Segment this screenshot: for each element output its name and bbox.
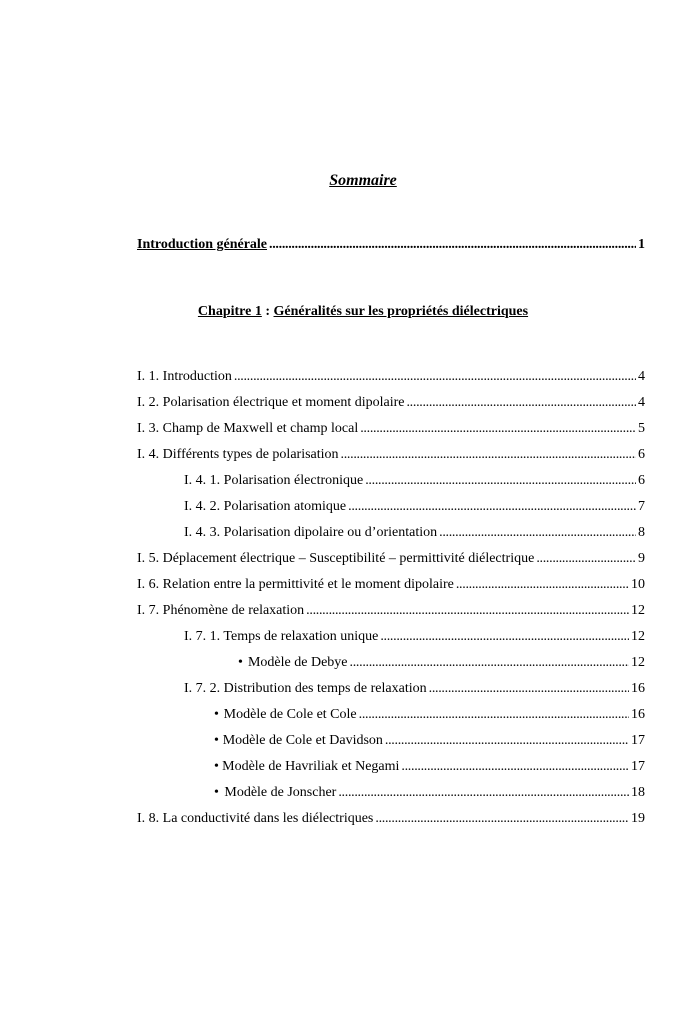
toc-entry[interactable] bbox=[137, 446, 645, 463]
toc-label: I. 3. Champ de Maxwell et champ local bbox=[137, 421, 359, 436]
page-title: Sommaire bbox=[329, 172, 397, 189]
toc-page: 8 bbox=[638, 525, 645, 540]
leader-dots bbox=[350, 654, 629, 671]
toc-entry[interactable] bbox=[137, 576, 645, 593]
toc-entry[interactable] bbox=[214, 732, 645, 749]
toc-label: I. 2. Polarisation électrique et moment dipolaire bbox=[137, 395, 405, 410]
toc-entry[interactable] bbox=[184, 498, 645, 515]
toc-entry[interactable] bbox=[137, 550, 645, 567]
toc-label: I. 4. 3. Polarisation dipolaire ou d’orientation bbox=[184, 525, 438, 540]
toc-entry[interactable] bbox=[137, 368, 645, 385]
bullet-icon: • bbox=[214, 785, 219, 800]
toc-label: Modèle de Jonscher bbox=[224, 785, 337, 800]
toc-entry[interactable] bbox=[238, 654, 645, 671]
toc-entry[interactable] bbox=[184, 524, 645, 541]
chapter-separator: : bbox=[261, 304, 274, 319]
toc-page: 12 bbox=[631, 655, 645, 670]
toc-label: Modèle de Debye bbox=[247, 655, 348, 670]
toc-page: 7 bbox=[638, 499, 645, 514]
toc-entry[interactable] bbox=[214, 784, 645, 801]
leader-dots bbox=[269, 236, 636, 253]
toc-label: Modèle de Cole et Cole bbox=[223, 707, 357, 722]
toc-label: I. 7. Phénomène de relaxation bbox=[137, 603, 305, 618]
toc-entry[interactable] bbox=[214, 758, 645, 775]
toc-label: I. 6. Relation entre la permittivité et le moment dipolaire bbox=[137, 577, 454, 592]
leader-dots bbox=[348, 498, 636, 515]
toc-page: 5 bbox=[638, 421, 645, 436]
chapter-title: Généralités sur les propriétés diélectriques bbox=[273, 304, 529, 319]
toc-page: 6 bbox=[638, 447, 645, 462]
toc-page: 17 bbox=[631, 759, 645, 774]
leader-dots bbox=[365, 472, 636, 489]
toc-label: I. 4. Différents types de polarisation bbox=[137, 447, 339, 462]
toc-page: 18 bbox=[631, 785, 645, 800]
toc-page: 12 bbox=[631, 629, 645, 644]
leader-dots bbox=[359, 706, 629, 723]
toc-page: 10 bbox=[631, 577, 645, 592]
toc-page: 16 bbox=[631, 707, 645, 722]
leader-dots bbox=[439, 524, 636, 541]
leader-dots bbox=[401, 758, 629, 775]
bullet-icon: • bbox=[238, 655, 243, 670]
leader-dots bbox=[406, 394, 636, 411]
leader-dots bbox=[380, 628, 629, 645]
leader-dots bbox=[360, 420, 636, 437]
toc-label: Introduction générale bbox=[137, 237, 268, 252]
toc-page: 19 bbox=[631, 811, 645, 826]
toc-page: 12 bbox=[631, 603, 645, 618]
toc-page: 1 bbox=[638, 237, 645, 252]
toc-entry[interactable] bbox=[214, 706, 645, 723]
leader-dots bbox=[385, 732, 629, 749]
toc-label: I. 8. La conductivité dans les diélectriques bbox=[137, 811, 374, 826]
toc-entry[interactable] bbox=[184, 472, 645, 489]
leader-dots bbox=[536, 550, 636, 567]
toc-entry[interactable] bbox=[137, 810, 645, 827]
chapter-heading bbox=[0, 304, 700, 320]
leader-dots bbox=[341, 446, 636, 463]
bullet-icon: • bbox=[214, 707, 219, 722]
toc-entry[interactable] bbox=[184, 680, 645, 697]
leader-dots bbox=[234, 368, 636, 385]
toc-entry[interactable] bbox=[184, 628, 645, 645]
toc-label: Modèle de Cole et Davidson bbox=[222, 733, 383, 748]
toc-entry[interactable] bbox=[137, 394, 645, 411]
leader-dots bbox=[338, 784, 629, 801]
toc-label: Modèle de Havriliak et Negami bbox=[222, 759, 400, 774]
toc-entry-intro[interactable] bbox=[137, 236, 645, 253]
bullet-icon: • bbox=[214, 733, 219, 748]
toc-label: I. 4. 1. Polarisation électronique bbox=[184, 473, 364, 488]
toc-page: 9 bbox=[638, 551, 645, 566]
chapter-number: Chapitre 1 bbox=[197, 304, 262, 319]
toc-label: I. 7. 1. Temps de relaxation unique bbox=[184, 629, 379, 644]
toc-page: 6 bbox=[638, 473, 645, 488]
leader-dots bbox=[375, 810, 629, 827]
leader-dots bbox=[429, 680, 629, 697]
toc-label: I. 5. Déplacement électrique – Susceptibilité – permittivité diélectrique bbox=[137, 551, 535, 566]
leader-dots bbox=[306, 602, 629, 619]
toc-page: 16 bbox=[631, 681, 645, 696]
toc-entry[interactable] bbox=[137, 420, 645, 437]
toc-label: I. 4. 2. Polarisation atomique bbox=[184, 499, 347, 514]
toc-label: I. 7. 2. Distribution des temps de relaxation bbox=[184, 681, 427, 696]
bullet-icon: • bbox=[214, 759, 219, 774]
toc-page: 17 bbox=[631, 733, 645, 748]
leader-dots bbox=[456, 576, 629, 593]
toc-page: 4 bbox=[638, 369, 645, 384]
toc-entry[interactable] bbox=[137, 602, 645, 619]
toc-label: I. 1. Introduction bbox=[137, 369, 232, 384]
toc-page: 4 bbox=[638, 395, 645, 410]
